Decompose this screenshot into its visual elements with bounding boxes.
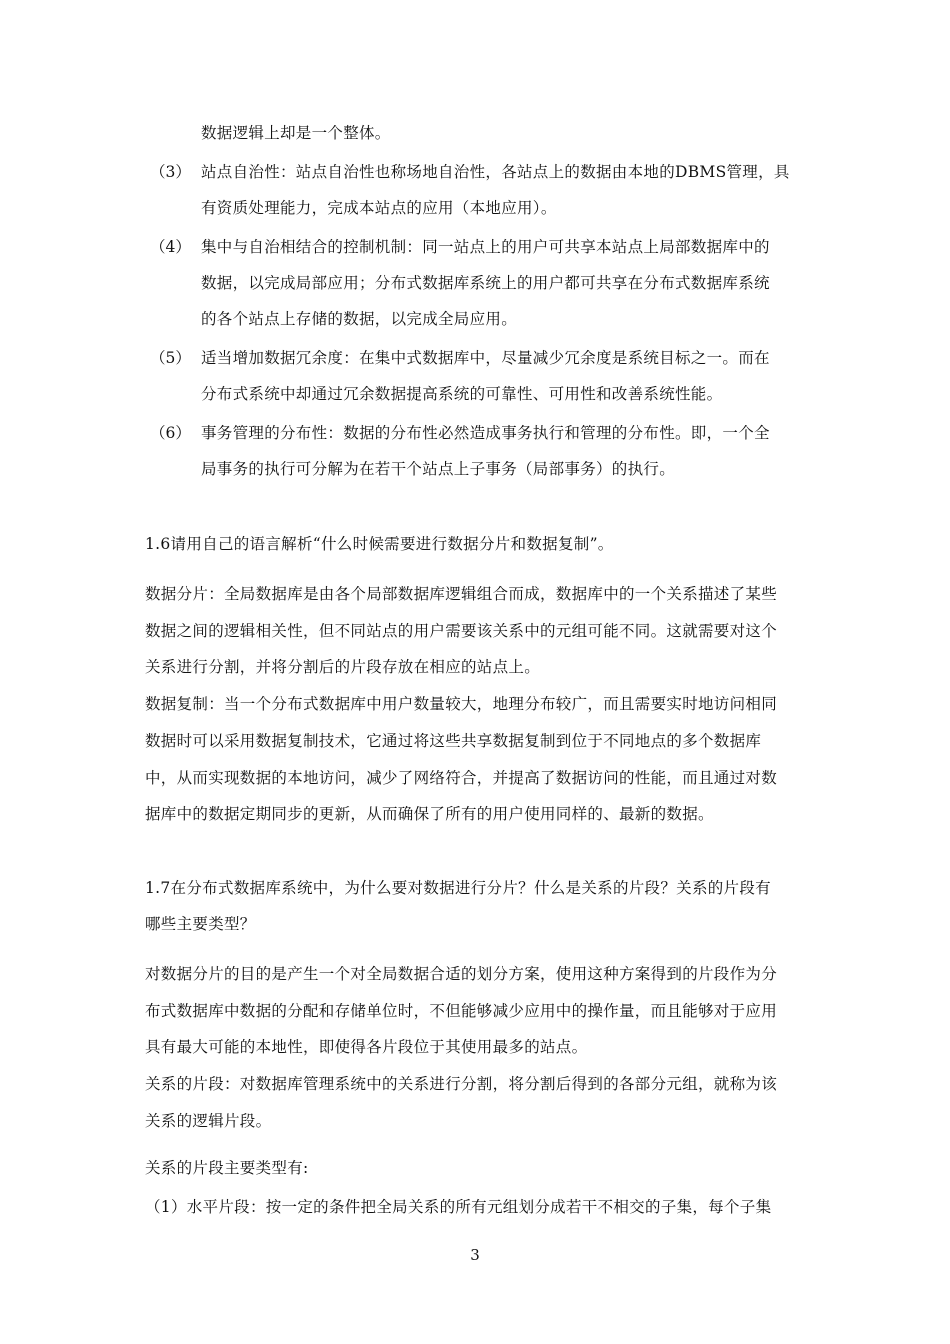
q16-p2-line-2: 数据时可以采用数据复制技术，它通过将这些共享数据复制到位于不同地点的多个数据库 [145, 732, 762, 750]
item-3-line-2: 有资质处理能力，完成本站点的应用（本地应用）。 [201, 199, 557, 217]
item-3-line-1: 站点自治性：站点自治性也称场地自治性，各站点上的数据由本地的DBMS管理，具 [201, 163, 790, 181]
item2-tail: 数据逻辑上却是一个整体。 [201, 124, 391, 142]
q17-p2-line-1: 关系的片段：对数据库管理系统中的关系进行分割，将分割后得到的各部分元组，就称为该 [145, 1075, 778, 1093]
q17-p1-line-1: 对数据分片的目的是产生一个对全局数据合适的划分方案，使用这种方案得到的片段作为分 [145, 965, 778, 983]
item-6-number: （6） [150, 424, 191, 442]
item-3-number: （3） [150, 163, 191, 181]
q16-p2-line-1: 数据复制：当一个分布式数据库中用户数量较大，地理分布较广，而且需要实时地访问相同 [145, 695, 778, 713]
item-4-line-2: 数据，以完成局部应用；分布式数据库系统上的用户都可共享在分布式数据库系统 [201, 274, 770, 292]
question-1-6: 1.6请用自己的语言解析“什么时候需要进行数据分片和数据复制”。 [145, 535, 614, 553]
item-4-line-3: 的各个站点上存储的数据，以完成全局应用。 [201, 310, 518, 328]
q17-p2-line-2: 关系的逻辑片段。 [145, 1112, 272, 1130]
item-4-number: （4） [150, 238, 191, 256]
item-5-line-1: 适当增加数据冗余度：在集中式数据库中，尽量减少冗余度是系统目标之一。而在 [201, 349, 770, 367]
q17-p4: （1）水平片段：按一定的条件把全局关系的所有元组划分成若干不相交的子集，每个子集 [145, 1198, 772, 1216]
q17-p3: 关系的片段主要类型有: [145, 1159, 309, 1177]
item-5-line-2: 分布式系统中却通过冗余数据提高系统的可靠性、可用性和改善系统性能。 [201, 385, 723, 403]
question-1-7-line-1: 1.7在分布式数据库系统中，为什么要对数据进行分片？什么是关系的片段？关系的片段有 [145, 879, 771, 897]
q16-p1-line-3: 关系进行分割，并将分割后的片段存放在相应的站点上。 [145, 658, 541, 676]
q16-p1-line-1: 数据分片：全局数据库是由各个局部数据库逻辑组合而成，数据库中的一个关系描述了某些 [145, 585, 778, 603]
q16-p1-line-2: 数据之间的逻辑相关性，但不同站点的用户需要该关系中的元组可能不同。这就需要对这个 [145, 622, 778, 640]
item-4-line-1: 集中与自治相结合的控制机制：同一站点上的用户可共享本站点上局部数据库中的 [201, 238, 770, 256]
page-number: 3 [470, 1246, 480, 1264]
item-6-line-2: 局事务的执行可分解为在若干个站点上子事务（局部事务）的执行。 [201, 460, 676, 478]
item-6-line-1: 事务管理的分布性：数据的分布性必然造成事务执行和管理的分布性。即，一个全 [201, 424, 770, 442]
q17-p1-line-2: 布式数据库中数据的分配和存储单位时，不但能够减少应用中的操作量，而且能够对于应用 [145, 1002, 778, 1020]
item-5-number: （5） [150, 349, 191, 367]
question-1-7-line-2: 哪些主要类型？ [145, 915, 256, 933]
q16-p2-line-3: 中，从而实现数据的本地访问，减少了网络符合，并提高了数据访问的性能，而且通过对数 [145, 769, 778, 787]
q16-p2-line-4: 据库中的数据定期同步的更新，从而确保了所有的用户使用同样的、最新的数据。 [145, 805, 714, 823]
q17-p1-line-3: 具有最大可能的本地性，即使得各片段位于其使用最多的站点。 [145, 1038, 588, 1056]
